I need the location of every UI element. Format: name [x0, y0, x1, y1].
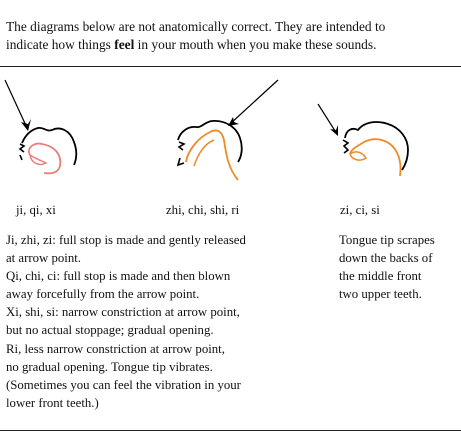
side-note-line: two upper teeth. [339, 287, 422, 302]
intro-emphasis-feel: feel [114, 37, 135, 52]
description-line: Qi, chi, ci: full stop is made and then blown [6, 269, 231, 284]
diagram-1 [5, 80, 76, 173]
tongue-3-tip [350, 152, 366, 160]
diagram-2-label: zhi, chi, shi, ri [166, 203, 240, 217]
mouth-diagrams [0, 70, 461, 200]
description-line: but no actual stoppage; gradual opening. [6, 323, 214, 338]
intro-line-2-end: in your mouth when you make these sounds. [134, 37, 377, 52]
intro-line-1: The diagrams below are not anatomically correct. They are intended to [6, 19, 386, 34]
side-note-line: down the backs of [339, 251, 433, 266]
intro-line-2-start: indicate how things [6, 37, 115, 52]
tongue-2 [186, 130, 238, 180]
arrow-1-shaft [5, 80, 28, 130]
pronunciation-description [6, 231, 326, 412]
teeth-2 [178, 142, 184, 165]
arrow-3-shaft [318, 104, 337, 134]
tongue-3 [350, 139, 401, 176]
description-line: no gradual opening. Tongue tip vibrates. [6, 359, 213, 374]
description-line: away forcefully from the arrow point. [6, 287, 200, 302]
arrow-3-head [330, 125, 338, 136]
diagram-1-label: ji, qi, xi [16, 203, 56, 217]
description-line: Xi, shi, si: narrow constriction at arrow point, [6, 305, 240, 320]
intro-text [6, 18, 456, 54]
side-note-line: the middle front [339, 269, 422, 284]
description-line: at arrow point. [6, 251, 81, 266]
tongue-1 [29, 144, 60, 174]
mouth-outline-3 [345, 122, 408, 170]
teeth-3 [343, 140, 348, 153]
teeth-1 [20, 144, 24, 160]
description-line: (Sometimes you can feel the vibration in your [6, 377, 241, 392]
arrow-2-shaft [230, 80, 278, 124]
description-line: Ji, zhi, zi: full stop is made and gently released [6, 233, 246, 247]
top-divider [0, 66, 461, 67]
diagram-3-label: zi, ci, si [340, 203, 380, 217]
intro-line-2 [6, 36, 456, 54]
side-note-line: Tongue tip scrapes [339, 233, 435, 247]
tongue-2-underside [194, 140, 214, 166]
tongue-1-tip [30, 155, 46, 164]
description-line: Ri, less narrow constriction at arrow point, [6, 341, 225, 356]
arrow-1-head [21, 119, 31, 131]
description-line: lower front teeth.) [6, 395, 99, 410]
diagram-2 [178, 80, 278, 180]
diagram-3 [318, 104, 408, 176]
side-note [339, 231, 459, 303]
bottom-divider [0, 430, 461, 431]
